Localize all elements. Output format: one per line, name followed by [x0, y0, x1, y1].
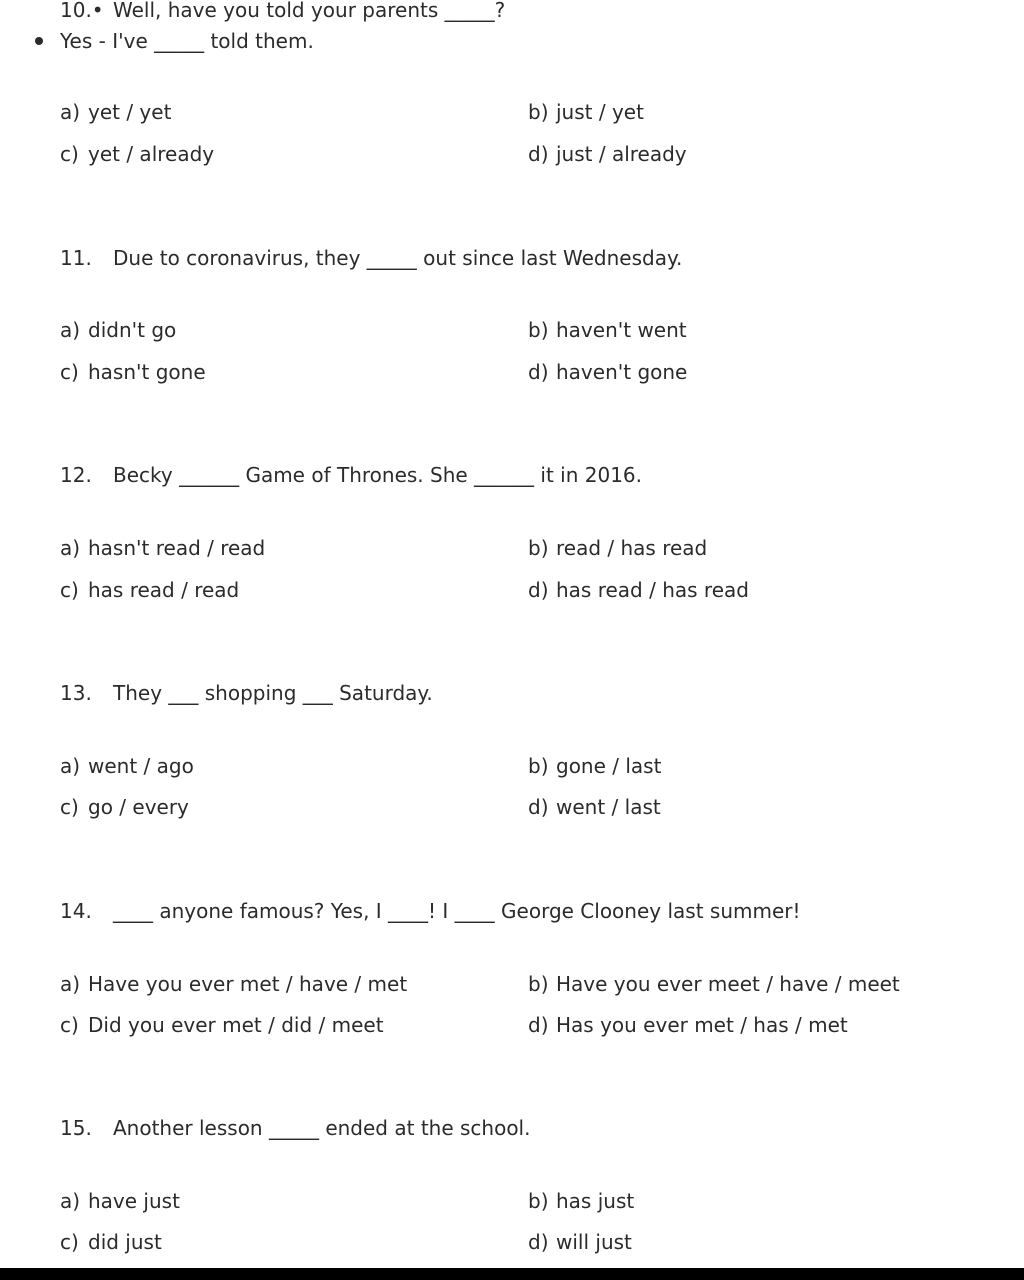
option-text: gone / last [556, 754, 662, 778]
question-15-option-b[interactable] [528, 1189, 634, 1213]
question-13-text: They ___ shopping ___ Saturday. [113, 681, 433, 705]
question-10-answer-line: Yes - I've _____ told them. [60, 29, 314, 53]
option-text: has read / read [88, 578, 240, 602]
question-10-option-a[interactable] [60, 100, 171, 124]
option-letter: d) [528, 142, 549, 166]
option-text: Has you ever met / has / met [556, 1013, 848, 1037]
question-11-option-c[interactable] [60, 360, 206, 384]
option-text: Have you ever met / have / met [88, 972, 408, 996]
option-letter: d) [528, 578, 549, 602]
option-letter: b) [528, 754, 549, 778]
option-text: yet / already [88, 142, 215, 166]
question-10-text: Well, have you told your parents _____? [113, 0, 506, 22]
option-text: just / yet [556, 100, 644, 124]
option-letter: d) [528, 1230, 549, 1254]
option-letter: c) [60, 1013, 79, 1037]
question-12-option-d[interactable] [528, 578, 749, 602]
option-text: Did you ever met / did / meet [88, 1013, 384, 1037]
option-text: went / ago [88, 754, 194, 778]
question-14-option-d[interactable] [528, 1013, 848, 1037]
option-text: have just [88, 1189, 180, 1213]
question-14-number: 14. [60, 899, 92, 923]
question-11-text: Due to coronavirus, they _____ out since last Wednesday. [113, 246, 683, 270]
question-15-option-d[interactable] [528, 1230, 632, 1254]
question-15-number: 15. [60, 1116, 92, 1140]
question-11-option-d[interactable] [528, 360, 687, 384]
question-15-option-c[interactable] [60, 1230, 162, 1254]
option-letter: c) [60, 1230, 79, 1254]
question-14-option-b[interactable] [528, 972, 900, 996]
bullet-icon [35, 37, 43, 45]
option-text: haven't gone [556, 360, 688, 384]
option-text: go / every [88, 795, 189, 819]
option-text: read / has read [556, 536, 708, 560]
question-13-option-d[interactable] [528, 795, 661, 819]
option-letter: b) [528, 536, 549, 560]
option-letter: a) [60, 754, 81, 778]
option-text: has just [556, 1189, 635, 1213]
question-13-option-c[interactable] [60, 795, 189, 819]
question-10-number: 10.• [60, 0, 104, 22]
option-letter: a) [60, 972, 81, 996]
option-letter: a) [60, 100, 81, 124]
option-text: hasn't read / read [88, 536, 266, 560]
option-text: has read / has read [556, 578, 749, 602]
option-letter: a) [60, 1189, 81, 1213]
question-12-option-c[interactable] [60, 578, 239, 602]
option-text: will just [556, 1230, 632, 1254]
option-letter: b) [528, 1189, 549, 1213]
option-letter: b) [528, 972, 549, 996]
question-14-option-a[interactable] [60, 972, 407, 996]
question-11-option-b[interactable] [528, 318, 687, 342]
question-15-text: Another lesson _____ ended at the school. [113, 1116, 531, 1140]
option-letter: c) [60, 142, 79, 166]
option-text: haven't went [556, 318, 687, 342]
question-13-number: 13. [60, 681, 92, 705]
option-text: didn't go [88, 318, 177, 342]
option-letter: d) [528, 1013, 549, 1037]
option-text: hasn't gone [88, 360, 206, 384]
option-letter: b) [528, 100, 549, 124]
option-letter: a) [60, 536, 81, 560]
question-12-number: 12. [60, 463, 92, 487]
option-letter: d) [528, 360, 549, 384]
option-text: did just [88, 1230, 162, 1254]
option-letter: c) [60, 795, 79, 819]
option-letter: c) [60, 360, 79, 384]
question-13-option-b[interactable] [528, 754, 661, 778]
option-text: yet / yet [88, 100, 172, 124]
question-11-number: 11. [60, 246, 92, 270]
question-11-option-a[interactable] [60, 318, 176, 342]
question-10-option-c[interactable] [60, 142, 214, 166]
question-12-option-b[interactable] [528, 536, 707, 560]
question-15-option-a[interactable] [60, 1189, 180, 1213]
question-10-option-d[interactable] [528, 142, 687, 166]
option-text: just / already [556, 142, 687, 166]
option-letter: b) [528, 318, 549, 342]
option-letter: d) [528, 795, 549, 819]
option-text: went / last [556, 795, 661, 819]
question-10-option-b[interactable] [528, 100, 644, 124]
option-text: Have you ever meet / have / meet [556, 972, 900, 996]
question-14-option-c[interactable] [60, 1013, 384, 1037]
option-letter: a) [60, 318, 81, 342]
option-letter: c) [60, 578, 79, 602]
question-12-text: Becky ______ Game of Thrones. She ______ it in 2016. [113, 463, 642, 487]
bottom-edge-bar [0, 1268, 1024, 1280]
question-13-option-a[interactable] [60, 754, 194, 778]
question-12-option-a[interactable] [60, 536, 265, 560]
question-14-text: ____ anyone famous? Yes, I ____! I ____ George Clooney last summer! [113, 899, 801, 923]
